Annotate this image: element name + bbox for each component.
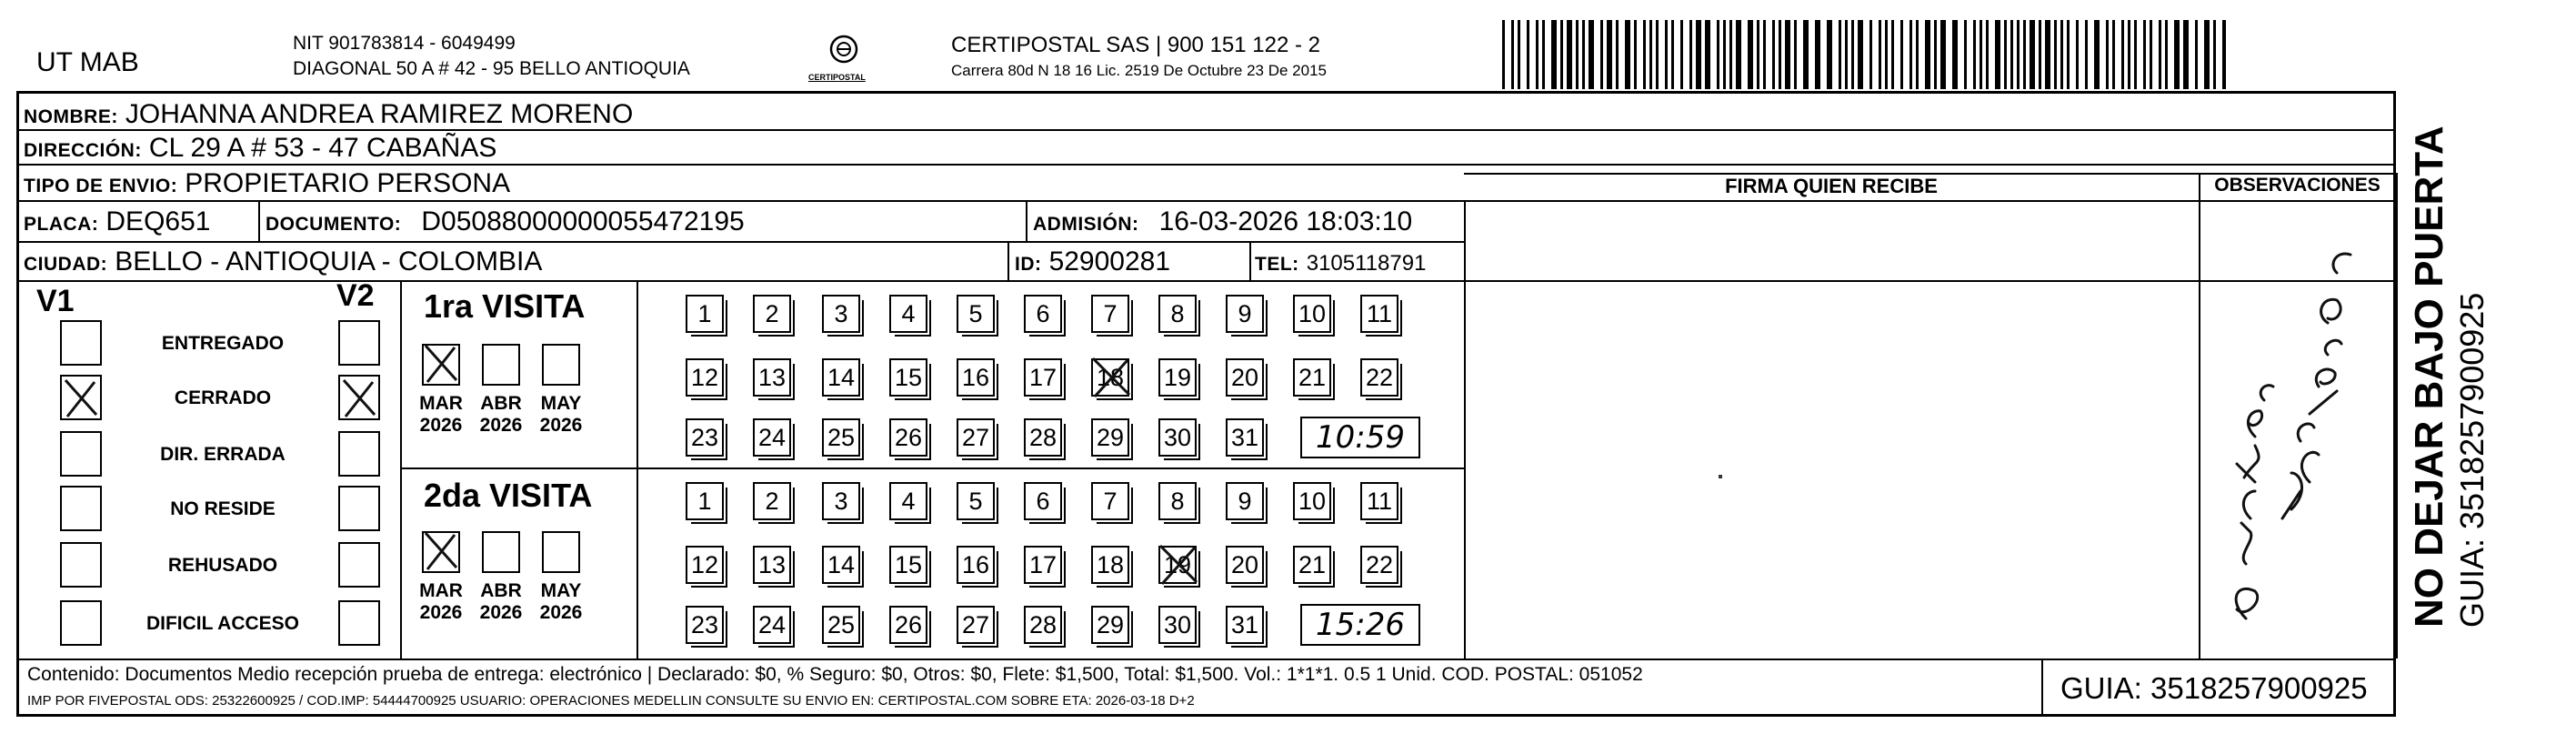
v2-checkbox-dificil-acceso[interactable] xyxy=(338,600,380,646)
handwritten-observation xyxy=(2200,218,2395,655)
v2-checkbox-dir-errada[interactable] xyxy=(338,431,380,477)
footer-contenido: Contenido: Documentos Medio recepción prueba de entrega: electrónico | Declarado: $0, % Seguro: $0, Otros: $0, Flete: $1,500, Total: $1,500. Vol.: 1*1*1. 0.5 1 Unid. COD. POSTAL: 051052 xyxy=(27,664,1643,685)
status-label: DIR. ERRADA xyxy=(160,444,286,465)
tipo-envio-row xyxy=(24,167,510,203)
visit1-day-4[interactable]: 4 xyxy=(889,295,927,333)
visit1-day-19[interactable]: 19 xyxy=(1158,358,1197,397)
visit2-day-28[interactable]: 28 xyxy=(1024,606,1062,644)
visit1-day-3[interactable]: 3 xyxy=(822,295,860,333)
visit2-day-29[interactable]: 29 xyxy=(1091,606,1129,644)
visit2-day-31[interactable]: 31 xyxy=(1226,606,1264,644)
tipo-envio-value: PROPIETARIO PERSONA xyxy=(185,168,511,198)
placa-row xyxy=(24,206,210,241)
visit1-day-10[interactable]: 10 xyxy=(1293,295,1331,333)
documento-label: DOCUMENTO: xyxy=(266,214,402,235)
visit1-day-22[interactable]: 22 xyxy=(1360,358,1398,397)
footer-guia: GUIA: 3518257900925 xyxy=(2060,671,2368,705)
status-label: DIFICIL ACCESO xyxy=(145,613,299,634)
visit1-day-2[interactable]: 2 xyxy=(753,295,791,333)
status-label: ENTREGADO xyxy=(161,333,285,354)
visit1-day-31[interactable]: 31 xyxy=(1226,418,1264,457)
visit1-day-21[interactable]: 21 xyxy=(1293,358,1331,397)
visit2-month-check-mark xyxy=(420,528,462,573)
direccion-value: CL 29 A # 53 - 47 CABAÑAS xyxy=(148,133,497,163)
ciudad-label: CIUDAD: xyxy=(24,254,108,275)
visit2-day-9[interactable]: 9 xyxy=(1226,482,1264,520)
placa-value: DEQ651 xyxy=(105,206,211,236)
visit1-day-13[interactable]: 13 xyxy=(753,358,791,397)
visit1-day-15[interactable]: 15 xyxy=(889,358,927,397)
visit1-day-26[interactable]: 26 xyxy=(889,418,927,457)
certipostal-logo xyxy=(808,27,876,91)
visit1-day-23[interactable]: 23 xyxy=(686,418,724,457)
visit2-day-18[interactable]: 18 xyxy=(1091,546,1129,584)
logo-text: CERTIPOSTAL xyxy=(808,73,866,82)
visit2-month-label: ABR xyxy=(480,580,522,601)
visit2-month-box[interactable] xyxy=(542,531,580,573)
ciudad-value: BELLO - ANTIOQUIA - COLOMBIA xyxy=(115,246,543,276)
side-guia: GUIA: 3518257900925 xyxy=(2453,292,2491,628)
visit2-day-27[interactable]: 27 xyxy=(957,606,995,644)
v1-label: V1 xyxy=(36,284,75,318)
visit2-year-label: 2026 xyxy=(539,602,583,623)
v2-checkbox-no-reside[interactable] xyxy=(338,486,380,531)
visit1-month-check-mark xyxy=(420,340,462,386)
tel-value: 3105118791 xyxy=(1306,251,1427,276)
id-label: ID: xyxy=(1015,254,1042,275)
visit2-day-15[interactable]: 15 xyxy=(889,546,927,584)
visit1-month-caption xyxy=(534,393,588,437)
visit2-day-11[interactable]: 11 xyxy=(1360,482,1398,520)
visit2-month-caption xyxy=(474,580,528,624)
company-address: DIAGONAL 50 A # 42 - 95 BELLO ANTIOQUIA xyxy=(293,58,690,79)
v2-checkbox-rehusado[interactable] xyxy=(338,542,380,588)
footer-imp: IMP POR FIVEPOSTAL ODS: 25322600925 / COD.IMP: 54444700925 USUARIO: OPERACIONES MEDELLIN CONSULTE SU ENVIO EN: CERTIPOSTAL.COM SOBRE ETA: 2026-03-18 D+2 xyxy=(27,693,1195,709)
tipo-envio-label: TIPO DE ENVIO: xyxy=(24,176,178,196)
visit1-day-14[interactable]: 14 xyxy=(822,358,860,397)
no-dejar-warning: NO DEJAR BAJO PUERTA xyxy=(2407,126,2451,628)
visit2-day-10[interactable]: 10 xyxy=(1293,482,1331,520)
documento-row xyxy=(266,206,745,241)
id-row xyxy=(1015,246,1170,281)
visit1-day-27[interactable]: 27 xyxy=(957,418,995,457)
visit1-month-label: MAR xyxy=(419,393,463,414)
company-name: UT MAB xyxy=(36,47,139,77)
visit1-day-20[interactable]: 20 xyxy=(1226,358,1264,397)
visit2-day-4[interactable]: 4 xyxy=(889,482,927,520)
visit1-title: 1ra VISITA xyxy=(424,287,586,325)
firma-dot xyxy=(1719,475,1722,478)
visit1-day-7[interactable]: 7 xyxy=(1091,295,1129,333)
visit2-month-label: MAR xyxy=(419,580,463,601)
visit2-day-26[interactable]: 26 xyxy=(889,606,927,644)
side-text-area xyxy=(2396,118,2576,628)
visit2-day-16[interactable]: 16 xyxy=(957,546,995,584)
visit2-month-caption xyxy=(414,580,468,624)
visit1-day-1[interactable]: 1 xyxy=(686,295,724,333)
visit2-day-7[interactable]: 7 xyxy=(1091,482,1129,520)
firma-header: FIRMA QUIEN RECIBE xyxy=(1725,175,1938,197)
admision-label: ADMISIÓN: xyxy=(1033,214,1139,235)
visit2-day-23[interactable]: 23 xyxy=(686,606,724,644)
visit2-day-check-mark xyxy=(1155,540,1202,588)
v1-checkbox-dificil-acceso[interactable] xyxy=(60,600,102,646)
direccion-label: DIRECCIÓN: xyxy=(24,140,142,161)
visit1-month-box[interactable] xyxy=(482,344,520,386)
barcode xyxy=(1502,20,2226,89)
visit2-year-label: 2026 xyxy=(419,602,463,623)
certipostal-name: CERTIPOSTAL SAS | 900 151 122 - 2 xyxy=(951,33,1320,57)
visit1-day-11[interactable]: 11 xyxy=(1360,295,1398,333)
v1-checkbox-entregado[interactable] xyxy=(60,320,102,366)
nit-text: NIT 901783814 - 6049499 xyxy=(293,33,516,54)
visit1-month-label: MAY xyxy=(540,393,582,414)
id-value: 52900281 xyxy=(1048,246,1171,276)
visit2-day-21[interactable]: 21 xyxy=(1293,546,1331,584)
visit2-month-caption xyxy=(534,580,588,624)
status-label: NO RESIDE xyxy=(170,498,276,519)
v2-label: V2 xyxy=(336,278,375,313)
status-label: REHUSADO xyxy=(167,555,278,576)
v1-checkbox-rehusado[interactable] xyxy=(60,542,102,588)
visit1-month-box[interactable] xyxy=(542,344,580,386)
v2-check-mark xyxy=(338,375,380,420)
visit2-day-8[interactable]: 8 xyxy=(1158,482,1197,520)
visit1-day-6[interactable]: 6 xyxy=(1024,295,1062,333)
nombre-value: JOHANNA ANDREA RAMIREZ MORENO xyxy=(125,99,634,129)
visit2-day-1[interactable]: 1 xyxy=(686,482,724,520)
visit2-day-13[interactable]: 13 xyxy=(753,546,791,584)
visit1-month-label: ABR xyxy=(480,393,522,414)
status-label: CERRADO xyxy=(174,387,272,408)
certipostal-license: Carrera 80d N 18 16 Lic. 2519 De Octubre 23 De 2015 xyxy=(951,62,1327,79)
visit1-year-label: 2026 xyxy=(419,415,463,436)
visit1-day-9[interactable]: 9 xyxy=(1226,295,1264,333)
visit2-day-14[interactable]: 14 xyxy=(822,546,860,584)
tel-row xyxy=(1255,246,1426,281)
visit1-day-24[interactable]: 24 xyxy=(753,418,791,457)
observaciones-header: OBSERVACIONES xyxy=(2214,175,2381,196)
visit2-day-22[interactable]: 22 xyxy=(1360,546,1398,584)
visit2-day-6[interactable]: 6 xyxy=(1024,482,1062,520)
placa-label: PLACA: xyxy=(24,214,99,235)
v1-check-mark xyxy=(60,375,102,420)
documento-value: D05088000000055472195 xyxy=(421,206,745,236)
visit1-day-5[interactable]: 5 xyxy=(957,295,995,333)
nombre-label: NOMBRE: xyxy=(24,106,118,127)
v1-checkbox-dir-errada[interactable] xyxy=(60,431,102,477)
visit2-day-3[interactable]: 3 xyxy=(822,482,860,520)
direccion-row xyxy=(24,132,496,167)
visit2-year-label: 2026 xyxy=(479,602,523,623)
visit2-title: 2da VISITA xyxy=(424,477,593,514)
visit1-day-18[interactable]: 18 xyxy=(1091,358,1129,397)
visit2-month-box[interactable] xyxy=(482,531,520,573)
visit2-time: 15:26 xyxy=(1300,604,1420,646)
visit1-day-25[interactable]: 25 xyxy=(822,418,860,457)
visit1-time: 10:59 xyxy=(1300,417,1420,458)
visit2-day-5[interactable]: 5 xyxy=(957,482,995,520)
visit1-day-30[interactable]: 30 xyxy=(1158,418,1197,457)
visit1-day-12[interactable]: 12 xyxy=(686,358,724,397)
visit1-day-8[interactable]: 8 xyxy=(1158,295,1197,333)
visit2-month-label: MAY xyxy=(540,580,582,601)
v1-checkbox-no-reside[interactable] xyxy=(60,486,102,531)
visit1-day-28[interactable]: 28 xyxy=(1024,418,1062,457)
visit2-day-24[interactable]: 24 xyxy=(753,606,791,644)
visit2-day-30[interactable]: 30 xyxy=(1158,606,1197,644)
v2-checkbox-entregado[interactable] xyxy=(338,320,380,366)
visit1-year-label: 2026 xyxy=(479,415,523,436)
visit2-day-12[interactable]: 12 xyxy=(686,546,724,584)
visit2-day-20[interactable]: 20 xyxy=(1226,546,1264,584)
visit1-month-caption xyxy=(474,393,528,437)
admision-value: 16-03-2026 18:03:10 xyxy=(1158,206,1413,236)
visit2-day-2[interactable]: 2 xyxy=(753,482,791,520)
visit1-day-check-mark xyxy=(1088,353,1135,400)
visit1-day-16[interactable]: 16 xyxy=(957,358,995,397)
visit1-month-caption xyxy=(414,393,468,437)
visit1-day-17[interactable]: 17 xyxy=(1024,358,1062,397)
tel-label: TEL: xyxy=(1255,254,1299,275)
visit1-day-29[interactable]: 29 xyxy=(1091,418,1129,457)
visit2-day-17[interactable]: 17 xyxy=(1024,546,1062,584)
nombre-row xyxy=(24,98,633,134)
visit2-day-25[interactable]: 25 xyxy=(822,606,860,644)
ciudad-row xyxy=(24,246,542,281)
visit2-day-19[interactable]: 19 xyxy=(1158,546,1197,584)
admision-row xyxy=(1033,206,1412,241)
visit1-year-label: 2026 xyxy=(539,415,583,436)
